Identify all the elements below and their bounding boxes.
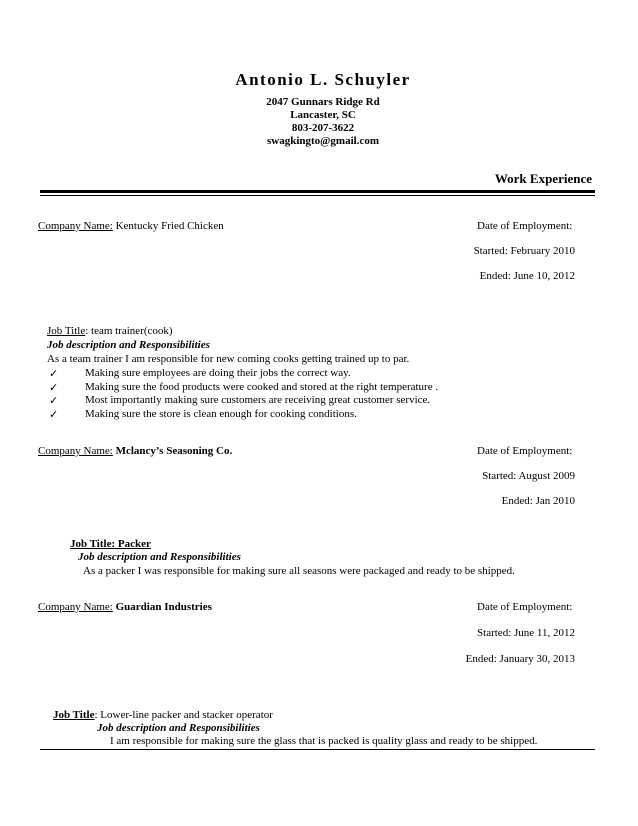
job-2-description-heading: Job description and Responsibilities: [78, 551, 241, 563]
job-1-title: : team trainer(cook): [85, 325, 173, 337]
job-1-bullet-2: Making sure the food products were cooked and stored at the right temperature .: [85, 381, 439, 393]
job-2-company-name: Mclancy’s Seasoning Co.: [115, 445, 233, 457]
address-line-1: 2047 Gunnars Ridge Rd: [266, 96, 380, 108]
check-icon: ✓: [49, 409, 59, 421]
job-2-end-date: Ended: Jan 2010: [501, 495, 575, 507]
company-name-label: Company Name:: [38, 220, 113, 232]
job-title-label: Job Title: [47, 325, 86, 337]
job-title-label: Job Title: [70, 538, 112, 550]
job-3-description-heading: Job description and Responsibilities: [97, 722, 260, 734]
section-divider-thick: [40, 190, 595, 193]
job-2-company-line: [38, 445, 232, 457]
check-icon: ✓: [49, 368, 59, 380]
job-1-start-date: Started: February 2010: [473, 245, 575, 257]
job-3-company-line: [38, 601, 212, 613]
job-1-end-date: Ended: June 10, 2012: [479, 270, 575, 282]
job-1-bullet-1: Making sure employees are doing their jobs the correct way.: [85, 367, 351, 379]
job-1-description-heading: Job description and Responsibilities: [47, 339, 210, 351]
job-2-intro: As a packer I was responsible for making sure all seasons were packaged and ready to be shipped.: [83, 565, 515, 577]
job-3-end-date: Ended: January 30, 2013: [465, 653, 575, 665]
job-2-start-date: Started: August 2009: [482, 470, 575, 482]
job-1-bullet-3: Most importantly making sure customers are receiving great customer service.: [85, 394, 431, 406]
section-divider-thin: [40, 195, 595, 196]
job-3-intro: I am responsible for making sure the glass that is packed is quality glass and ready to be shipped.: [110, 735, 538, 747]
job-2-title-line: [70, 538, 151, 550]
company-name-label: Company Name:: [38, 601, 113, 613]
company-name-label: Company Name:: [38, 445, 113, 457]
check-icon: ✓: [49, 382, 59, 394]
job-title-label: Job Title: [53, 709, 95, 721]
job-1-date-label: Date of Employment:: [477, 220, 573, 232]
bottom-divider: [40, 749, 595, 750]
job-1-intro: As a team trainer I am responsible for new coming cooks getting trained up to par.: [47, 353, 410, 365]
job-1-company-name: Kentucky Fried Chicken: [115, 220, 224, 232]
phone-number: 803-207-3622: [291, 122, 355, 134]
job-1-bullet-4: Making sure the store is clean enough for cooking conditions.: [85, 408, 357, 420]
resume-name: Antonio L. Schuyler: [235, 70, 411, 89]
job-1-title-line: [47, 325, 173, 337]
email-address: swagkingto@gmail.com: [267, 135, 379, 147]
check-icon: ✓: [49, 395, 59, 407]
job-3-company-name: Guardian Industries: [115, 601, 212, 613]
job-3-title: : Lower-line packer and stacker operator: [94, 709, 273, 721]
job-2-date-label: Date of Employment:: [477, 445, 573, 457]
job-3-date-label: Date of Employment:: [477, 601, 573, 613]
job-3-title-line: [53, 709, 273, 721]
section-title-work-experience: Work Experience: [494, 171, 592, 186]
job-3-start-date: Started: June 11, 2012: [477, 627, 575, 639]
job-2-title: : Packer: [111, 538, 151, 550]
address-line-2: Lancaster, SC: [290, 109, 356, 121]
job-1-company-line: [38, 220, 224, 232]
